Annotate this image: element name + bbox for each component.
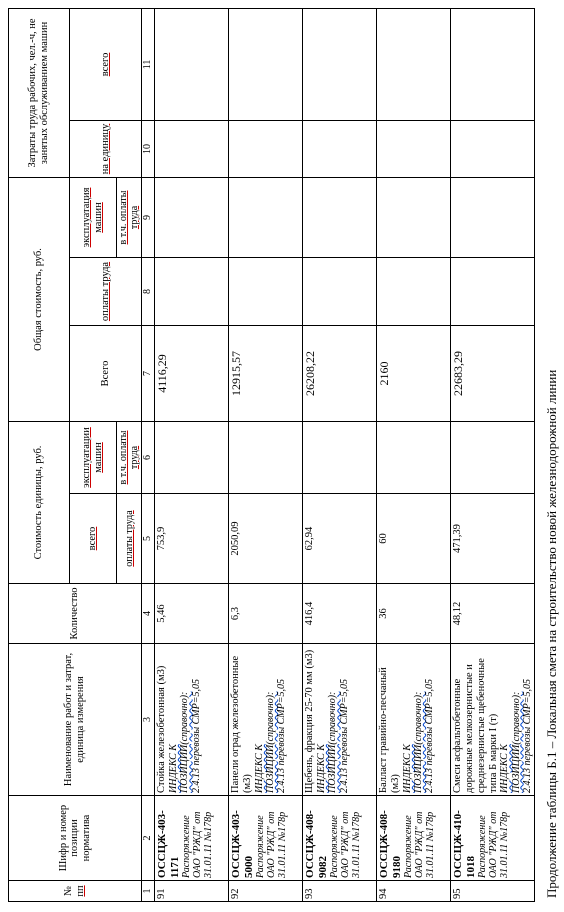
labor-unit — [229, 120, 303, 177]
index-note: ИНДЕКС К ПОЗИЦИИ(справочно): — [168, 691, 191, 793]
row-number: 94 — [377, 881, 451, 902]
total-pay — [229, 258, 303, 326]
total-cost: 22683,29 — [451, 326, 535, 422]
total-exp — [451, 177, 535, 257]
work-name: Стойка железобетонная (м3) — [156, 665, 168, 793]
unit-exp — [303, 422, 377, 494]
position-note: Распоряжение ОАО "РЖД" от 31.01.11 №178р — [181, 811, 215, 878]
quantity: 6,3 — [229, 584, 303, 644]
header-total-incl: в т.ч. оплаты труда — [117, 177, 142, 257]
work-name: Балласт гравийно-песчаный (м3) — [378, 667, 402, 793]
header-unit-incl: в т.ч. оплаты труда — [117, 422, 142, 494]
column-number: 6 — [142, 422, 155, 494]
column-number: 5 — [142, 494, 155, 584]
index-note: ИНДЕКС К ПОЗИЦИИ(справочно): — [401, 691, 425, 793]
quantity: 5,46 — [155, 584, 229, 644]
quantity: 48,12 — [451, 584, 535, 644]
total-cost: 4116,29 — [155, 326, 229, 422]
work-name: Смеси асфальтобетонные дорожные мелкозернистые и среднезернистые щебеночные типа Б марки I (т) — [452, 658, 499, 793]
total-pay — [451, 258, 535, 326]
labor-total — [155, 8, 229, 120]
labor-total — [451, 8, 535, 120]
quantity: 36 — [377, 584, 451, 644]
column-number: 1 — [142, 881, 155, 902]
position-code: ОССЦЖ-403-1171 — [156, 810, 181, 878]
header-total-pay: оплаты труда — [70, 258, 142, 326]
index-note: ИНДЕКС К ПОЗИЦИИ(справочно): — [316, 691, 339, 793]
index-value: 2.4.13 перевозы СМР=5,05 — [190, 679, 202, 793]
unit-cost: 753,9 — [155, 494, 229, 584]
position-code: ОССЦЖ-403-5000 — [230, 810, 255, 878]
unit-exp — [377, 422, 451, 494]
position-note: Распоряжение ОАО "РЖД" от 31.01.11 №178р — [477, 811, 511, 878]
column-number: 4 — [142, 584, 155, 644]
position-code-cell — [229, 796, 303, 881]
header-code: Шифр и номер позиции норматива — [9, 796, 142, 881]
table-row — [229, 8, 303, 901]
table-row — [303, 8, 377, 901]
index-value: 2.4.13 перевозы СМР=5,05 — [338, 679, 350, 793]
row-number: 93 — [303, 881, 377, 902]
work-name-cell — [303, 644, 377, 796]
position-code-cell — [303, 796, 377, 881]
total-pay — [155, 258, 229, 326]
labor-unit — [155, 120, 229, 177]
position-code-cell — [377, 796, 451, 881]
column-number: 10 — [142, 120, 155, 177]
total-pay — [303, 258, 377, 326]
total-exp — [229, 177, 303, 257]
position-code: ОССЦЖ-410-1018 — [452, 810, 477, 878]
unit-exp — [229, 422, 303, 494]
total-exp — [303, 177, 377, 257]
work-name: Панели оград железобетонные (м3) — [230, 655, 254, 793]
total-pay — [377, 258, 451, 326]
position-code: ОССЦЖ-408-9180 — [378, 810, 403, 878]
position-code-cell — [451, 796, 535, 881]
position-note: Распоряжение ОАО "РЖД" от 31.01.11 №178р — [255, 811, 289, 878]
header-unit-cost: Стоимость единицы, руб. — [9, 422, 70, 584]
header-labor-total: всего — [70, 8, 142, 120]
table-row — [377, 8, 451, 901]
column-numbers-row — [142, 8, 155, 901]
position-note: Распоряжение ОАО "РЖД" от 31.01.11 №178р — [403, 811, 437, 878]
column-number: 8 — [142, 258, 155, 326]
column-number: 9 — [142, 177, 155, 257]
index-value: 2.4.13 перевозы СМР=5,05 — [276, 679, 288, 793]
work-name-cell — [229, 644, 303, 796]
row-number: 95 — [451, 881, 535, 902]
total-cost: 2160 — [377, 326, 451, 422]
index-note: ИНДЕКС К ПОЗИЦИИ(справочно): — [499, 691, 522, 793]
unit-exp — [155, 422, 229, 494]
total-cost: 12915,57 — [229, 326, 303, 422]
work-name-cell — [155, 644, 229, 796]
header-unit-pay: оплаты труда — [117, 494, 142, 584]
total-cost: 26208,22 — [303, 326, 377, 422]
column-number: 3 — [142, 644, 155, 796]
column-number: 7 — [142, 326, 155, 422]
unit-cost: 2050,09 — [229, 494, 303, 584]
table-row — [155, 8, 229, 901]
unit-cost: 62,94 — [303, 494, 377, 584]
unit-cost: 60 — [377, 494, 451, 584]
table-row — [451, 8, 535, 901]
index-note: ИНДЕКС К ПОЗИЦИИ(справочно): — [253, 691, 277, 793]
header-total-cost: Общая стоимость, руб. — [9, 177, 70, 421]
total-exp — [377, 177, 451, 257]
header-unit-total: всего — [70, 494, 117, 584]
header-labor: Затраты труда рабочих, чел.-ч, не занятых обслуживанием машин — [9, 8, 70, 177]
labor-total — [377, 8, 451, 120]
header-num: № пп — [9, 881, 142, 902]
unit-cost: 471,39 — [451, 494, 535, 584]
unit-exp — [451, 422, 535, 494]
header-name: Наименование работ и затрат, единица измерения — [9, 644, 142, 796]
position-code: ОССЦЖ-408-9082 — [304, 810, 329, 878]
labor-unit — [451, 120, 535, 177]
estimate-table — [8, 8, 535, 902]
work-name-cell — [451, 644, 535, 796]
header-total-exp: эксплуатация машин — [70, 177, 117, 257]
column-number: 11 — [142, 8, 155, 120]
header-labor-unit: на единицу — [70, 120, 142, 177]
position-note: Распоряжение ОАО "РЖД" от 31.01.11 №178р — [329, 811, 363, 878]
total-exp — [155, 177, 229, 257]
row-number: 92 — [229, 881, 303, 902]
labor-total — [229, 8, 303, 120]
header-total-all: Всего — [70, 326, 142, 422]
column-number: 2 — [142, 796, 155, 881]
labor-unit — [377, 120, 451, 177]
labor-total — [303, 8, 377, 120]
header-unit-exp: эксплуатации машин — [70, 422, 117, 494]
row-number: 91 — [155, 881, 229, 902]
position-code-cell — [155, 796, 229, 881]
labor-unit — [303, 120, 377, 177]
table-caption: Продолжение таблицы Б.1 – Локальная смета на строительство новой железнодорожной линии — [544, 369, 559, 898]
quantity: 416,4 — [303, 584, 377, 644]
index-value: 2.4.13 перевозы СМР=5,05 — [424, 679, 436, 793]
header-qty: Количество — [9, 584, 142, 644]
work-name: Щебень, фракция 25-70 мм (м3) — [304, 649, 316, 793]
index-value: 2.4.13 перевозы СМР=5,05 — [521, 679, 533, 793]
work-name-cell — [377, 644, 451, 796]
